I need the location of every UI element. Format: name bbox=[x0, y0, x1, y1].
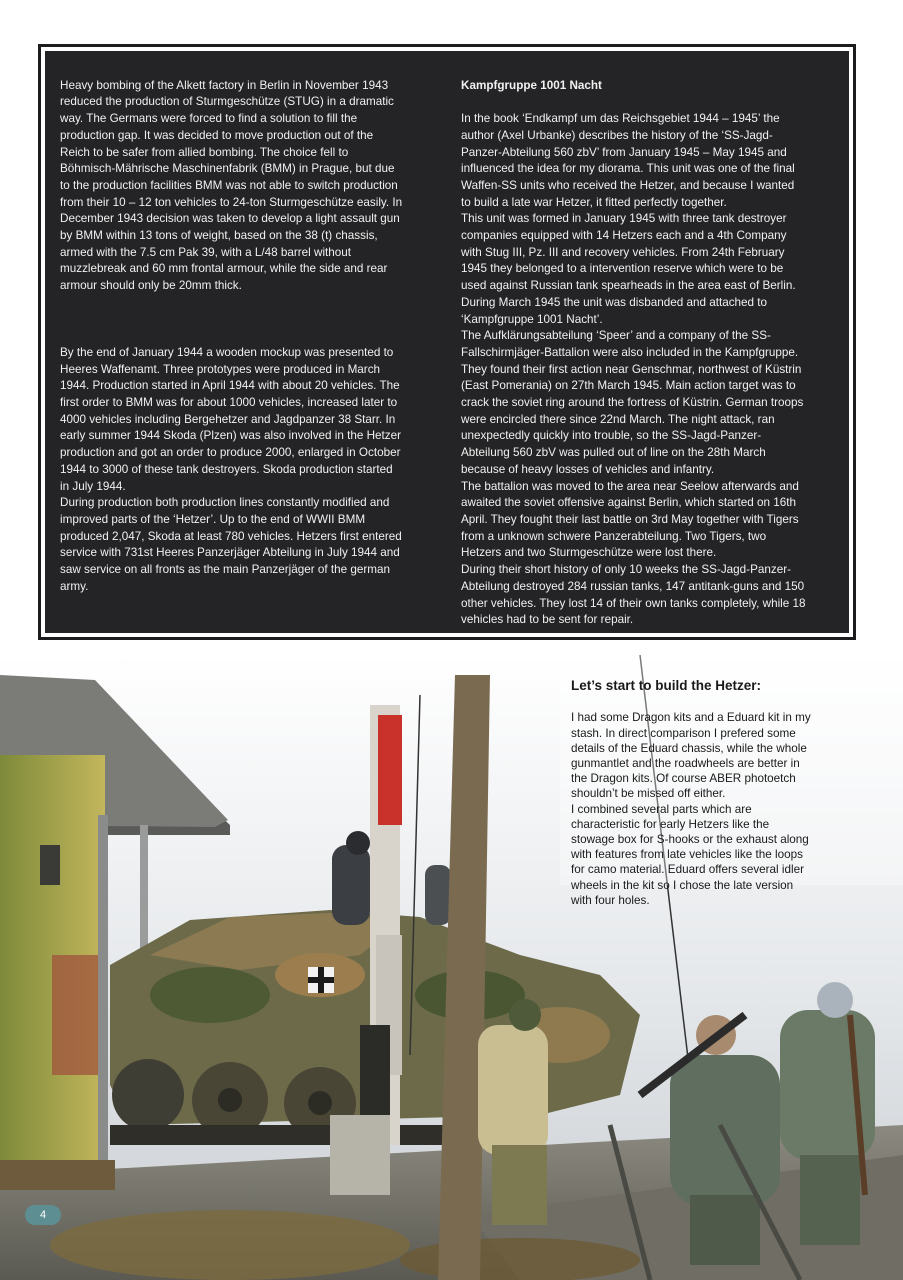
build-section-body: I had some Dragon kits and a Eduard kit in my stash. In direct comparison I prefered some details of the Eduard chassis, while the whole gunmantlet and the roadwheels are better in the Dragon kits. Of course ABER photoetch shouldn’t be missed off either. I combined several parts which are characteristic for early Hetzers like the stowage box for S-hooks or the exhaust along with features from late vehicles like the loops for camo material. Eduard offers several idler wheels in the kit so I chose the late version with four holes. bbox=[571, 711, 811, 907]
left-paragraph-2: By the end of January 1944 a wooden mockup was presented to Heeres Waffenamt. Three prototypes were produced in March 1944. Production started in April 1944 with about 20 vehicles. The first order to BMM was for about 1000 vehicles, increased later to 4000 vehicles including Bergehetzer and Jagdpanzer 38 Starr. In early summer 1944 Skoda (Plzen) was also involved in the Hetzer production and got an order to produce 2000, enlarged in October 1944 to 3000 of these tank destroyers. Skoda production started in July 1944. During production both production lines constantly modified and improved parts of the ‘Hetzer’. Up to the end of WWII BMM produced 2,047, Skoda at least 780 vehicles. Hetzers first entered service with 731st Heeres Panzerjäger Abteilung in July 1944 and saw service on all fronts as the main Panzerjäger of the german army. bbox=[60, 345, 402, 593]
build-section-title: Let’s start to build the Hetzer: bbox=[571, 678, 762, 694]
right-column-heading: Kampfgruppe 1001 Nacht bbox=[461, 78, 602, 92]
left-paragraph-1: Heavy bombing of the Alkett factory in Berlin in November 1943 reduced the production of Sturmgeschütze (STUG) in a dramatic way. The Germans were forced to find a solution to fill the production gap. It was decided to move production out of the Reich to be safer from allied bombing. The choice fell to Böhmisch-Mährische Maschinenfabrik (BMM) in Prague, but due to the production facilities BMM was not able to switch production from their 10 – 12 ton vehicles to 24-ton Sturmgeschütze easily. In December 1943 decision was taken to develop a light assault gun by BMM within 13 tons of weight, based on the 38 (t) chassis, armed with the 7.5 cm Pak 39, with a L/48 barrel without muzzlebreak and 60 mm frontal armour, while the side and rear armour should only be 20mm thick. bbox=[60, 78, 403, 293]
page-number-badge: 4 bbox=[25, 1205, 61, 1225]
article-text-box bbox=[38, 44, 856, 640]
build-section bbox=[571, 662, 856, 923]
right-column bbox=[461, 61, 849, 646]
right-column-body: In the book ‘Endkampf um das Reichsgebiet 1944 – 1945’ the author (Axel Urbanke) describes the history of the ‘SS-Jagd- Panzer-Abteilung 560 zbV’ from January 1945 – May 1945 and influenced the idea for my diorama. This unit was one of the final Waffen-SS units who received the Hetzer, and because I wanted to build a late war Hetzer, it fitted perfectly together. This unit was formed in January 1945 with three tank destroyer companies equipped with 14 Hetzers each and a 4th Company with Stug III, Pz. III and recovery vehicles. From 24th February 1945 they belonged to a intervention reserve which were to be used against Russian tank spearheads in the area east of Berlin. During March 1945 the unit was disbanded and attached to ‘Kampfgruppe 1001 Nacht’. The Aufklärungsabteilung ‘Speer’ and a company of the SS- Fallschirmjäger-Battalion were also included in the Kampfgruppe. They found their first action near Genschmar, northwest of Küstrin (East Pomerania) on 27th March 1945. Main action target was to crack the soviet ring around the fortress of Küstrin. German troops were encircled there since 22nd March. The night attack, ran unexpectedly quickly into trouble, so the SS-Jagd-Panzer- Abteilung 560 zbV was pulled out of line on the 28th March because of heavy losses of vehicles and infantry. The battalion was moved to the area near Seelow afterwards and awaited the soviet offensive against Berlin, which started on 16th April. They fought their last battle on 3rd May together with Tigers from a unknown schwere Panzerabteilung. Two Tigers, two Hetzers and two Sturmgeschütze were lost there. During their short history of only 10 weeks the SS-Jagd-Panzer- Abteilung destroyed 284 russian tanks, 147 antitank-guns and 150 other vehicles. They lost 14 of their own tanks completely, while 18 vehicles had to be sent for repair. bbox=[461, 112, 806, 627]
left-column bbox=[60, 61, 445, 612]
article-text-box-inner bbox=[45, 51, 849, 633]
